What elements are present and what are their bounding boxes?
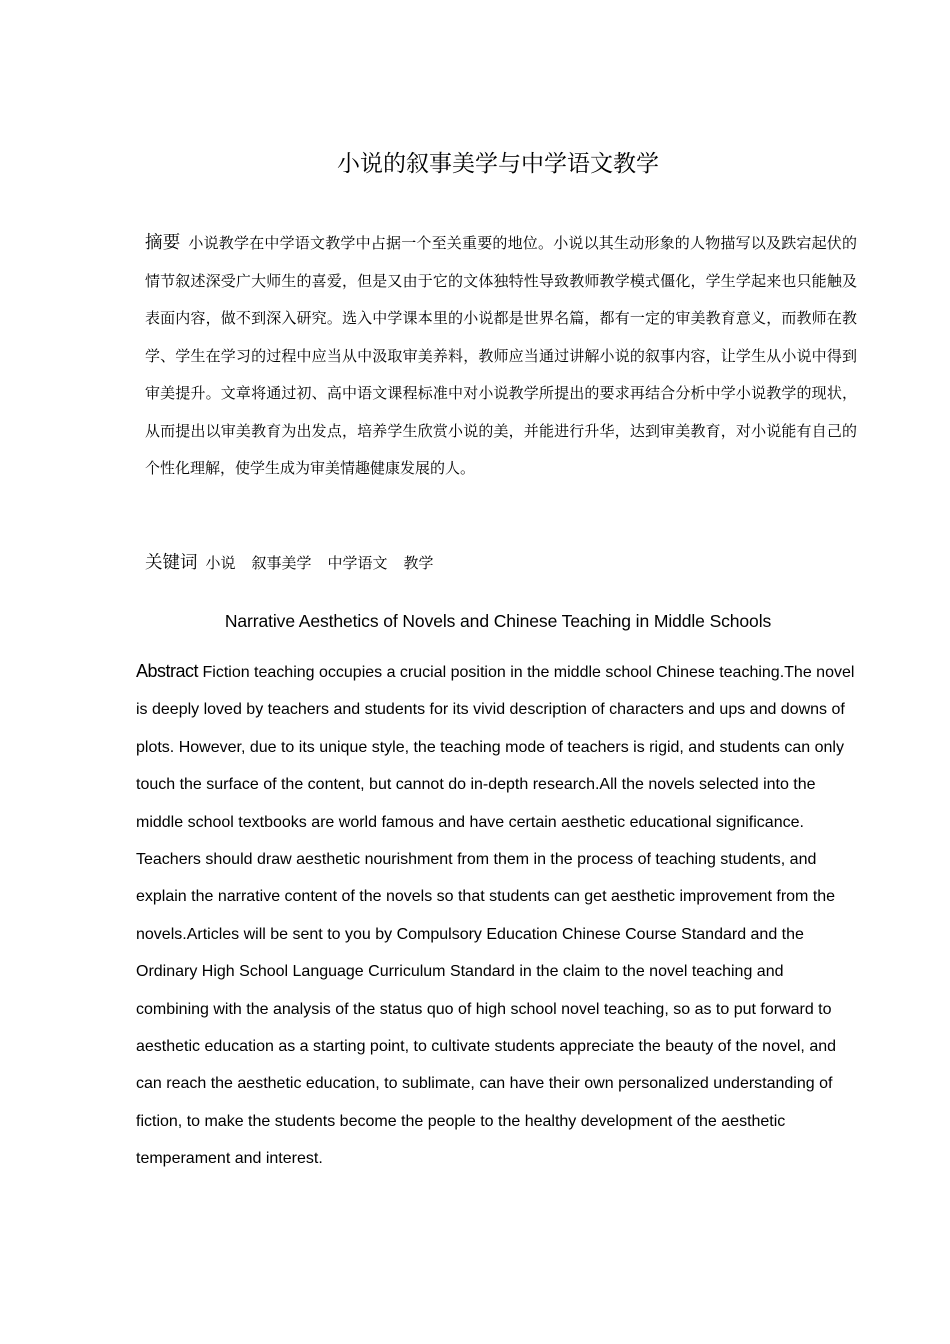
keyword-item: 教学 bbox=[403, 554, 434, 572]
chinese-abstract-text: 小说教学在中学语文教学中占据一个至关重要的地位。小说以其生动形象的人物描写以及跌宕起伏的情节叙述深受广大师生的喜爱，但是又由于它的文体独特性导致教师教学模式僵化，学生学起来也只能触及表面内容，做不到深入研究。选入中学课本里的小说都是世界名篇，都有一定的审美教育意义，而教师在教学、学生在学习的过程中应当从中汲取审美养料，教师应当通过讲解小说的叙事内容，让学生从小说中得到审美提升。文章将通过初、高中语文课程标准中对小说教学所提出的要求再结合分析中学小说教学的现状，从而提出以审美教育为出发点，培养学生欣赏小说的美，并能进行升华，达到审美教育，对小说能有自己的个性化理解，使学生成为审美情趣健康发展的人。 bbox=[145, 234, 857, 477]
english-abstract-label: Abstract bbox=[136, 661, 199, 681]
english-abstract-text: Fiction teaching occupies a crucial position in the middle school Chinese teaching.The novel is deeply loved by teachers and students for its vivid description of characters and ups and downs of plots. However, due to its unique style, the teaching mode of teachers is rigid, and students can only touch the surface of the content, but cannot do in-depth research.All the novels selected into the middle school textbooks are world famous and have certain aesthetic educational significance. Teachers should draw aesthetic nourishment from them in the process of teaching students, and explain the narrative content of the novels so that students can get aesthetic improvement from the novels.Articles will be sent to you by Compulsory Education Chinese Course Standard and the Ordinary High School Language Curriculum Standard in the claim to the novel teaching and combining with the analysis of the status quo of high school novel teaching, so as to put forward to aesthetic education as a starting point, to cultivate students appreciate the beauty of the novel, and can reach the aesthetic education, to sublimate, can have their own personalized understanding of fiction, to make the students become the people to the healthy development of the aesthetic temperament and interest. bbox=[136, 664, 855, 1168]
keyword-item: 小说 bbox=[205, 554, 236, 572]
keyword-item: 叙事美学 bbox=[251, 554, 312, 572]
english-abstract bbox=[136, 653, 858, 1178]
chinese-abstract-label: 摘要 bbox=[145, 233, 181, 253]
keyword-item: 中学语文 bbox=[327, 554, 388, 572]
chinese-keywords bbox=[145, 545, 857, 581]
chinese-abstract bbox=[145, 225, 857, 488]
chinese-title: 小说的叙事美学与中学语文教学 bbox=[337, 151, 659, 177]
english-title: Narrative Aesthetics of Novels and Chinese Teaching in Middle Schools bbox=[224, 611, 772, 631]
chinese-keywords-label: 关键词 bbox=[145, 553, 198, 573]
